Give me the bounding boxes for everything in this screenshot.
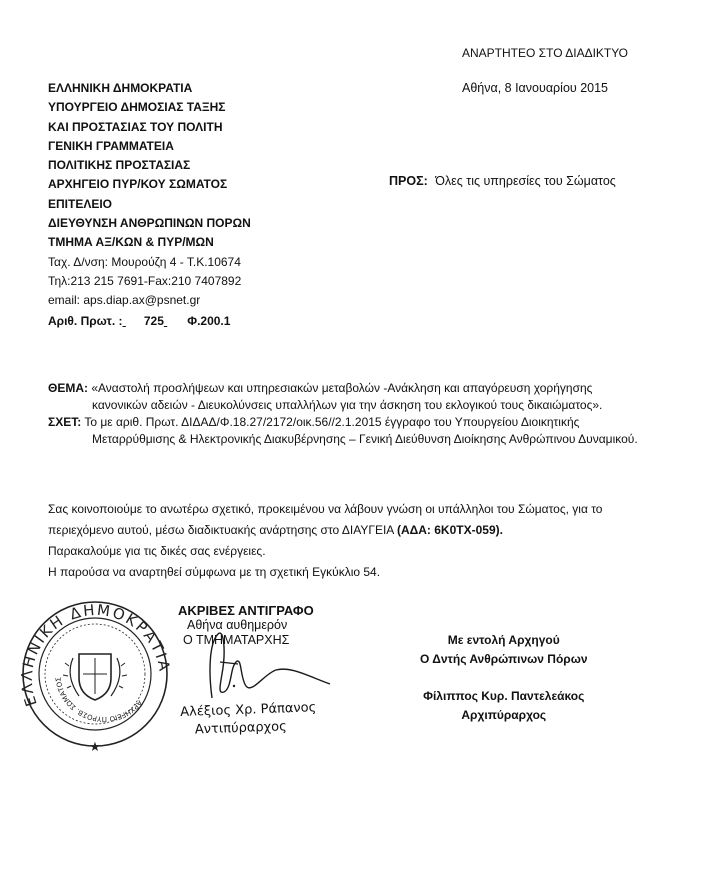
issuer-line: ΓΕΝΙΚΗ ΓΡΑΜΜΑΤΕΙΑ	[48, 138, 174, 153]
issuer-line: ΑΡΧΗΓΕΙΟ ΠΥΡ/ΚΟΥ ΣΩΜΑΤΟΣ	[48, 177, 228, 192]
order-block	[420, 631, 588, 725]
signer-handwritten	[180, 699, 317, 740]
issuer-address: Ταχ. Δ/νση: Μουρούζη 4 - Τ.Κ.10674	[48, 254, 241, 269]
issuer-block	[48, 79, 251, 311]
recipient	[389, 174, 616, 188]
order-line: Ο Δντής Ανθρώπινων Πόρων	[420, 652, 588, 666]
related-label: ΣΧΕΤ:	[48, 415, 82, 429]
body-paragraph: Η παρούσα να αναρτηθεί σύμφωνα με τη σχετική Εγκύκλιο 54.	[48, 565, 381, 579]
subject-text: «Αναστολή προσλήψεων και υπηρεσιακών μεταβολών -Ανάκληση και απαγόρευση χορήγησης	[91, 381, 593, 395]
order-signer-rank: Αρχιπύραρχος	[461, 708, 547, 722]
related-text: Το με αριθ. Πρωτ. ΔΙΔΑΔ/Φ.18.27/2172/οικ.56//2.1.2015 έγγραφο του Υπουργείου Διοικητικής	[84, 415, 580, 429]
order-signer-name: Φίλιππος Κυρ. Παντελεάκος	[423, 689, 585, 703]
coat-of-arms-icon	[63, 654, 127, 700]
issuer-line: ΔΙΕΥΘΥΝΣΗ ΑΝΘΡΩΠΙΝΩΝ ΠΟΡΩΝ	[48, 216, 251, 231]
protocol-label: Αριθ. Πρωτ. :	[48, 314, 123, 328]
subject-block	[48, 380, 683, 448]
certified-role: Ο ΤΜΗΜΑΤΑΡΧΗΣ	[183, 633, 290, 647]
issuer-line: ΤΜΗΜΑ ΑΞ/ΚΩΝ & ΠΥΡ/ΜΩΝ	[48, 235, 214, 250]
issuer-line: ΠΟΛΙΤΙΚΗΣ ΠΡΟΣΤΑΣΙΑΣ	[48, 158, 191, 173]
star-icon: ★	[89, 740, 101, 755]
protocol-number: 725	[143, 314, 164, 328]
official-seal	[15, 596, 175, 761]
recipient-value: Όλες τις υπηρεσίες του Σώματος	[435, 174, 616, 188]
seal-outer-text: ΕΛΛΗΝΙΚΗ ΔΗΜΟΚΡΑΤΙΑ	[17, 600, 174, 709]
signer-rank: Αντιπύραρχος	[194, 719, 288, 738]
issuer-email: email: aps.diap.ax@psnet.gr	[48, 293, 201, 308]
recipient-label: ΠΡΟΣ:	[389, 174, 428, 188]
protocol-code: Φ.200.1	[187, 314, 231, 328]
certified-title: ΑΚΡΙΒΕΣ ΑΝΤΙΓΡΑΦΟ	[178, 603, 314, 618]
certified-date: Αθήνα αυθημερόν	[187, 618, 288, 632]
place-date: Αθήνα, 8 Ιανουαρίου 2015	[462, 81, 609, 95]
body-paragraph: Σας κοινοποιούμε το ανωτέρω σχετικό, προκειμένου να λάβουν γνώση οι υπάλληλοι του Σώματος, για το	[48, 502, 603, 516]
body-paragraph-cont: περιεχόμενο αυτού, μέσω διαδικτυακής ανάρτησης στο ΔΙΑΥΓΕΙΑ	[48, 523, 394, 537]
issuer-line: ΕΛΛΗΝΙΚΗ ΔΗΜΟΚΡΑΤΙΑ	[48, 81, 193, 95]
handwritten-signature	[190, 628, 350, 708]
body-paragraph: Παρακαλούμε για τις δικές σας ενέργειες.	[48, 544, 266, 558]
issuer-line: ΕΠΙΤΕΛΕΙΟ	[48, 196, 113, 211]
issuer-line: ΚΑΙ ΠΡΟΣΤΑΣΙΑΣ ΤΟΥ ΠΟΛΙΤΗ	[48, 119, 223, 134]
issuer-phone-fax: Τηλ:213 215 7691-Fax:210 7407892	[48, 273, 242, 288]
signer-name: Αλέξιος Χρ. Ράπανος	[180, 700, 317, 720]
posting-note: ΑΝΑΡΤΗΤΕΟ ΣΤΟ ΔΙΑΔΙΚΤΥΟ	[462, 46, 628, 60]
subject-label: ΘΕΜΑ:	[48, 381, 88, 395]
ada-reference: (ΑΔΑ: 6Κ0ΤΧ-059).	[396, 523, 503, 537]
seal-inner-text: ΑΡΧΗΓΕΙΟ ΠΥΡΟΣΒ. ΣΩΜΑΤΟΣ	[54, 676, 144, 724]
order-line: Με εντολή Αρχηγού	[447, 633, 560, 647]
issuer-line: ΥΠΟΥΡΓΕΙΟ ΔΗΜΟΣΙΑΣ ΤΑΞΗΣ	[48, 100, 226, 115]
svg-text:ΑΡΧΗΓΕΙΟ ΠΥΡΟΣΒ. ΣΩΜΑΤΟΣ	[54, 677, 143, 723]
subject-text-cont: κανονικών αδειών - Διευκολύνσεις υπαλλήλων για την άσκηση του εκλογικού τους δικαιώματος».	[92, 398, 603, 412]
body-block	[48, 499, 683, 583]
protocol-line	[48, 314, 230, 328]
related-text-cont: Μεταρρύθμισης & Ηλεκτρονικής Διακυβέρνησης – Γενική Διεύθυνση Διοίκησης Ανθρώπινου Δυναμικού.	[92, 432, 638, 446]
